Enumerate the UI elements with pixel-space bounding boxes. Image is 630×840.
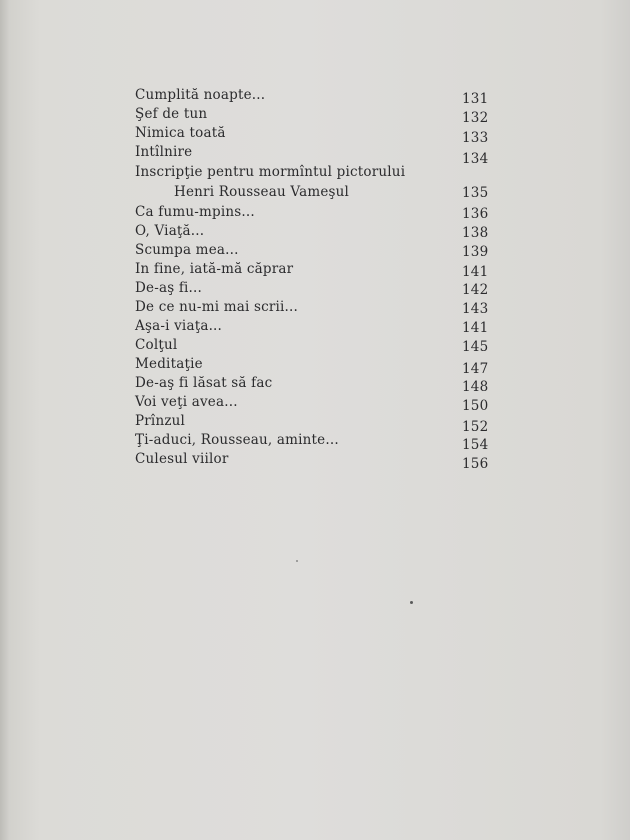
toc-entry-page: 150	[462, 398, 489, 414]
toc-entry-title: Colţul	[135, 337, 178, 353]
toc-entry-page: 141	[462, 264, 489, 280]
toc-entry-title: Nimica toată	[135, 125, 226, 141]
toc-entry-title: O, Viaţă...	[135, 223, 205, 239]
toc-entry-page: 131	[462, 91, 489, 107]
toc-entry-page: 141	[462, 320, 489, 336]
toc-entry-title: Ca fumu-mpins...	[135, 204, 255, 220]
toc-entry-title: Prînzul	[135, 413, 186, 429]
toc-entry-page: 148	[462, 379, 489, 395]
toc-entry-page: 152	[462, 419, 489, 435]
paper-speck	[296, 560, 298, 562]
toc-entry-page: 136	[462, 206, 489, 222]
toc-entry-title-continued: Henri Rousseau Vameşul	[174, 184, 350, 200]
toc-entry-page: 138	[462, 225, 489, 241]
toc-entry-page: 156	[462, 456, 489, 472]
toc-entry-title: Cumplită noapte...	[135, 87, 266, 103]
toc-entry-title: Meditaţie	[135, 356, 203, 372]
toc-entry-title: Inscripţie pentru mormîntul pictorului	[135, 164, 406, 180]
toc-entry-page: 145	[462, 339, 489, 355]
toc-entry-page: 139	[462, 244, 489, 260]
toc-entry-page: 147	[462, 361, 489, 377]
toc-entry-title: In fine, iată-mă căprar	[135, 261, 294, 277]
toc-entry-page: 134	[462, 151, 489, 167]
toc-entry-title: Aşa-i viaţa...	[135, 318, 223, 334]
toc-entry-title: De ce nu-mi mai scrii...	[135, 299, 299, 315]
toc-entry-title: Culesul viilor	[135, 451, 229, 467]
toc-entry-page: 133	[462, 130, 489, 146]
paper-speck	[410, 601, 413, 604]
toc-entry-page: 135	[462, 185, 489, 201]
toc-entry-title: De-aş fi...	[135, 280, 203, 296]
toc-entry-title: Voi veţi avea...	[135, 394, 238, 410]
toc-entry-title: Ţi-aduci, Rousseau, aminte...	[135, 432, 339, 448]
toc-entry-title: Scumpa mea...	[135, 242, 239, 258]
toc-entry-page: 132	[462, 110, 489, 126]
toc-entry-title: Intîlnire	[135, 144, 193, 160]
toc-entry-title: Şef de tun	[135, 106, 208, 122]
toc-entry-page: 154	[462, 437, 489, 453]
toc-entry-page: 143	[462, 301, 489, 317]
toc-entry-page: 142	[462, 282, 489, 298]
toc-entry-title: De-aş fi lăsat să fac	[135, 375, 273, 391]
